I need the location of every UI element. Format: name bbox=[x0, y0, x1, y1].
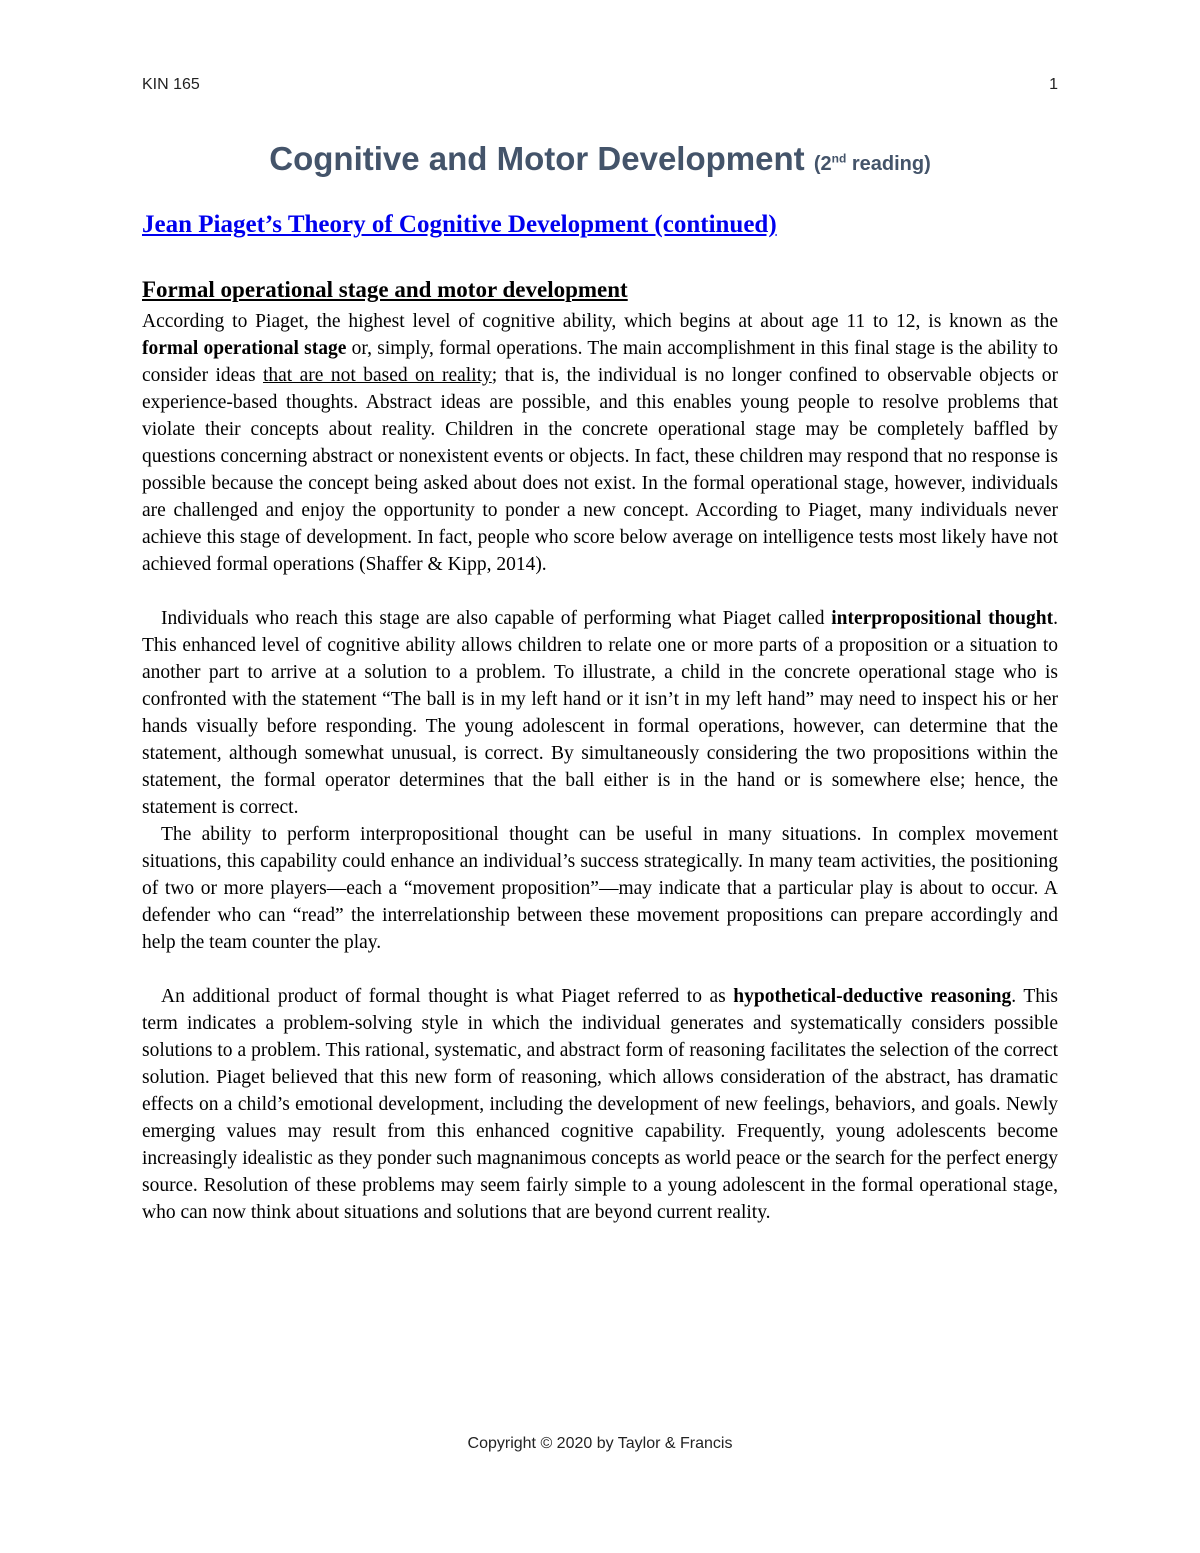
paragraph-3: The ability to perform interpropositional thought can be useful in many situations. In complex movement situations, this capability could enhance an individual’s success strategically. In many team activities, the positioning of two or more players—each a “movement proposition”—may indicate that a particular play is about to occur. A defender who can “read” the interrelationship between these movement propositions can prepare accordingly and help the team counter the play. bbox=[142, 824, 1058, 953]
copyright-footer: Copyright © 2020 by Taylor & Francis bbox=[467, 1435, 733, 1452]
title-main: Cognitive and Motor Development bbox=[269, 140, 805, 177]
page-number: 1 bbox=[1049, 76, 1058, 93]
paragraph-gap bbox=[142, 578, 1058, 605]
title-subtitle: (2nd reading) bbox=[813, 151, 931, 175]
paragraph-2: Individuals who reach this stage are also capable of performing what Piaget called interpropositional thought. This enhanced level of cognitive ability allows children to relate one or more parts of a proposition or a situation to another part to arrive at a solution to a problem. To illustrate, a child in the concrete operational stage who is confronted with the statement “The ball is in my left hand or it isn’t in my left hand” may need to inspect his or her hands visually before responding. The young adolescent in formal operations, however, can determine that the statement, although somewhat unusual, is correct. By simultaneously considering the two propositions within the statement, the formal operator determines that the ball either is in the hand or is somewhere else; hence, the statement is correct. bbox=[142, 608, 1058, 818]
sub-heading: Formal operational stage and motor development bbox=[142, 277, 628, 302]
body-text bbox=[142, 308, 1058, 1226]
course-code: KIN 165 bbox=[142, 76, 200, 93]
paragraph-4: An additional product of formal thought is what Piaget referred to as hypothetical-deductive reasoning. This term indicates a problem-solving style in which the individual generates and systematically considers possible solutions to a problem. This rational, systematic, and abstract form of reasoning facilitates the selection of the correct solution. Piaget believed that this new form of reasoning, which allows consideration of the abstract, has dramatic effects on a child’s emotional development, including the development of new feelings, behaviors, and goals. Newly emerging values may result from this enhanced cognitive capability. Frequently, young adolescents become increasingly idealistic as they ponder such magnanimous concepts as world peace or the search for the perfect energy source. Resolution of these problems may seem fairly simple to a young adolescent in the formal operational stage, who can now think about situations and solutions that are beyond current reality. bbox=[142, 986, 1058, 1223]
paragraph-1: According to Piaget, the highest level of cognitive ability, which begins at about age 11 to 12, is known as the formal operational stage or, simply, formal operations. The main accomplishment in this final stage is the ability to consider ideas that are not based on reality; that is, the individual is no longer confined to observable objects or experience-based thoughts. Abstract ideas are possible, and this enables young people to resolve problems that violate their concepts about reality. Children in the concrete operational stage may be completely baffled by questions concerning abstract or nonexistent events or objects. In fact, these children may respond that no response is possible because the concept being asked about does not exist. In the formal operational stage, however, individuals are challenged and enjoy the opportunity to ponder a new concept. According to Piaget, many individuals never achieve this stage of development. In fact, people who score below average on intelligence tests most likely have not achieved formal operations (Shaffer & Kipp, 2014). bbox=[142, 311, 1059, 575]
underlined-phrase: that are not based on reality bbox=[262, 365, 492, 386]
paragraph-gap bbox=[142, 956, 1058, 983]
term-formal-operational-stage: formal operational stage bbox=[142, 338, 347, 359]
term-hypothetical-deductive-reasoning: hypothetical-deductive reasoning bbox=[733, 986, 1012, 1007]
section-heading-link[interactable]: Jean Piaget’s Theory of Cognitive Development (continued) bbox=[142, 211, 777, 238]
page-title bbox=[0, 140, 1200, 178]
term-interpropositional-thought: interpropositional thought bbox=[831, 608, 1054, 629]
